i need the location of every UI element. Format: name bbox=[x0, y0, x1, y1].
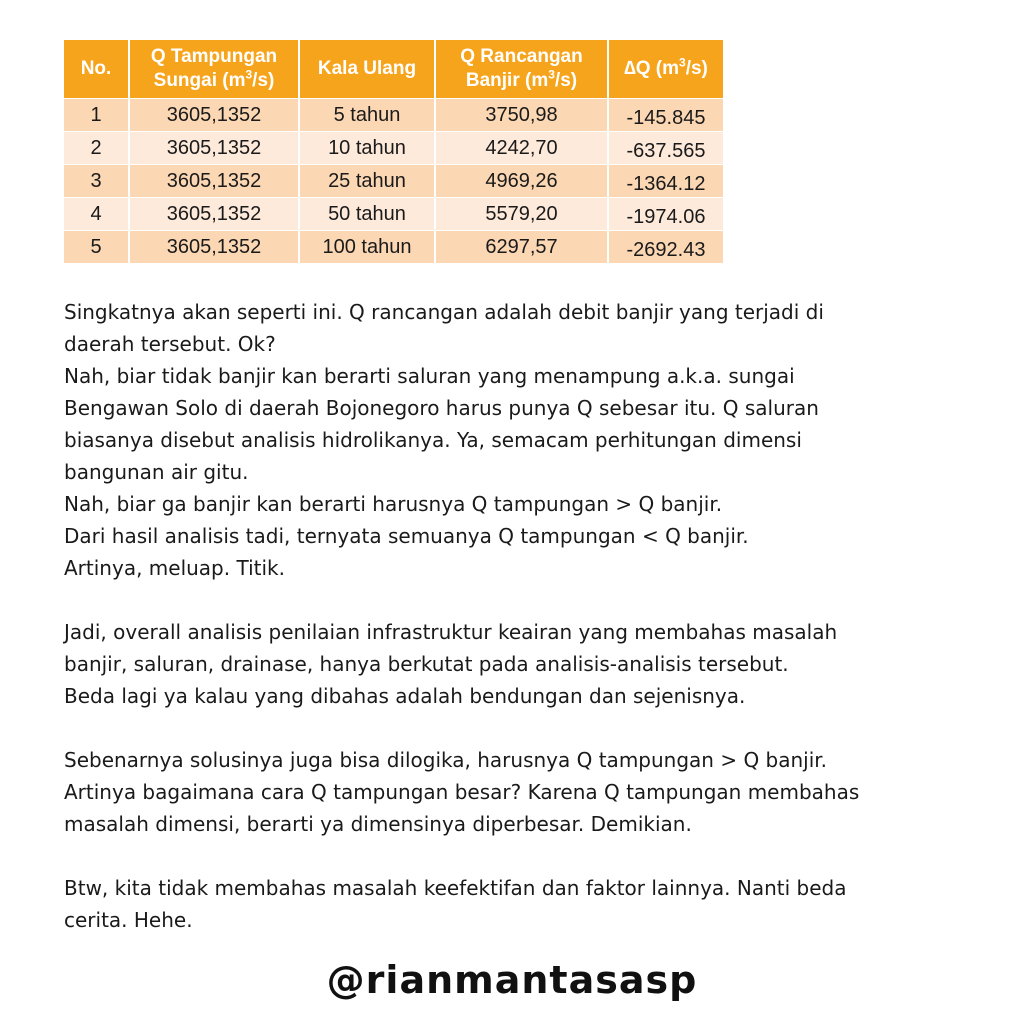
text-line: Jadi, overall analisis penilaian infrastruktur keairan yang membahas masalah bbox=[64, 620, 838, 644]
cell-delta-q: -1364.12 bbox=[609, 164, 723, 197]
cell-q-tampungan: 3605,1352 bbox=[130, 197, 300, 230]
header-delta-q: ∆Q $(m^3/s)$ bbox=[609, 40, 723, 98]
text-line: bangunan air gitu. bbox=[64, 460, 249, 484]
cell-delta-q: -2692.43 bbox=[609, 230, 723, 263]
header-q-rancangan: Q Rancangan Banjir $(m^3/s)$ bbox=[436, 40, 609, 98]
table-header-row bbox=[64, 40, 723, 98]
text-line: Dari hasil analisis tadi, ternyata semuanya Q tampungan < Q banjir. bbox=[64, 524, 749, 548]
author-handle: @rianmantasasp bbox=[326, 958, 698, 1002]
cell-kala-ulang: 50 tahun bbox=[300, 197, 436, 230]
paragraph bbox=[64, 296, 944, 584]
paragraph bbox=[64, 616, 944, 712]
cell-no: 3 bbox=[64, 164, 130, 197]
cell-q-rancangan: 6297,57 bbox=[436, 230, 609, 263]
cell-no: 1 bbox=[64, 98, 130, 131]
cell-q-rancangan: 4969,26 bbox=[436, 164, 609, 197]
text-line: Nah, biar tidak banjir kan berarti saluran yang menampung a.k.a. sungai bbox=[64, 364, 795, 388]
article-body bbox=[64, 296, 944, 936]
cell-q-tampungan: 3605,1352 bbox=[130, 230, 300, 263]
text-line: banjir, saluran, drainase, hanya berkutat pada analisis-analisis tersebut. bbox=[64, 652, 789, 676]
text-line: Sebenarnya solusinya juga bisa dilogika, harusnya Q tampungan > Q banjir. bbox=[64, 748, 828, 772]
table-row bbox=[64, 164, 723, 197]
text-line: masalah dimensi, berarti ya dimensinya diperbesar. Demikian. bbox=[64, 812, 692, 836]
text-line: Nah, biar ga banjir kan berarti harusnya Q tampungan > Q banjir. bbox=[64, 492, 723, 516]
text-line: Artinya, meluap. Titik. bbox=[64, 556, 285, 580]
table-row bbox=[64, 131, 723, 164]
cell-q-rancangan: 4242,70 bbox=[436, 131, 609, 164]
text-line: Bengawan Solo di daerah Bojonegoro harus punya Q sebesar itu. Q saluran bbox=[64, 396, 819, 420]
discharge-comparison-table bbox=[64, 40, 723, 263]
paragraph bbox=[64, 872, 944, 936]
cell-q-tampungan: 3605,1352 bbox=[130, 131, 300, 164]
cell-delta-q: -1974.06 bbox=[609, 197, 723, 230]
table-row bbox=[64, 230, 723, 263]
table-row bbox=[64, 98, 723, 131]
header-no: No. bbox=[64, 40, 130, 98]
cell-delta-q: -637.565 bbox=[609, 131, 723, 164]
cell-q-tampungan: 3605,1352 bbox=[130, 98, 300, 131]
text-line: Singkatnya akan seperti ini. Q rancangan adalah debit banjir yang terjadi di bbox=[64, 300, 824, 324]
cell-q-rancangan: 3750,98 bbox=[436, 98, 609, 131]
cell-delta-q: -145.845 bbox=[609, 98, 723, 131]
cell-no: 2 bbox=[64, 131, 130, 164]
text-line: daerah tersebut. Ok? bbox=[64, 332, 276, 356]
cell-no: 5 bbox=[64, 230, 130, 263]
table-row bbox=[64, 197, 723, 230]
paragraph bbox=[64, 744, 944, 840]
cell-no: 4 bbox=[64, 197, 130, 230]
cell-q-rancangan: 5579,20 bbox=[436, 197, 609, 230]
table-body bbox=[64, 98, 723, 263]
cell-kala-ulang: 25 tahun bbox=[300, 164, 436, 197]
cell-kala-ulang: 10 tahun bbox=[300, 131, 436, 164]
text-line: biasanya disebut analisis hidrolikanya. Ya, semacam perhitungan dimensi bbox=[64, 428, 802, 452]
header-q-tampungan: Q Tampungan Sungai $(m^3/s)$ bbox=[130, 40, 300, 98]
text-line: cerita. Hehe. bbox=[64, 908, 193, 932]
header-kala-ulang: Kala Ulang bbox=[300, 40, 436, 98]
text-line: Btw, kita tidak membahas masalah keefektifan dan faktor lainnya. Nanti beda bbox=[64, 876, 847, 900]
cell-kala-ulang: 100 tahun bbox=[300, 230, 436, 263]
cell-q-tampungan: 3605,1352 bbox=[130, 164, 300, 197]
text-line: Beda lagi ya kalau yang dibahas adalah bendungan dan sejenisnya. bbox=[64, 684, 746, 708]
text-line: Artinya bagaimana cara Q tampungan besar? Karena Q tampungan membahas bbox=[64, 780, 860, 804]
cell-kala-ulang: 5 tahun bbox=[300, 98, 436, 131]
